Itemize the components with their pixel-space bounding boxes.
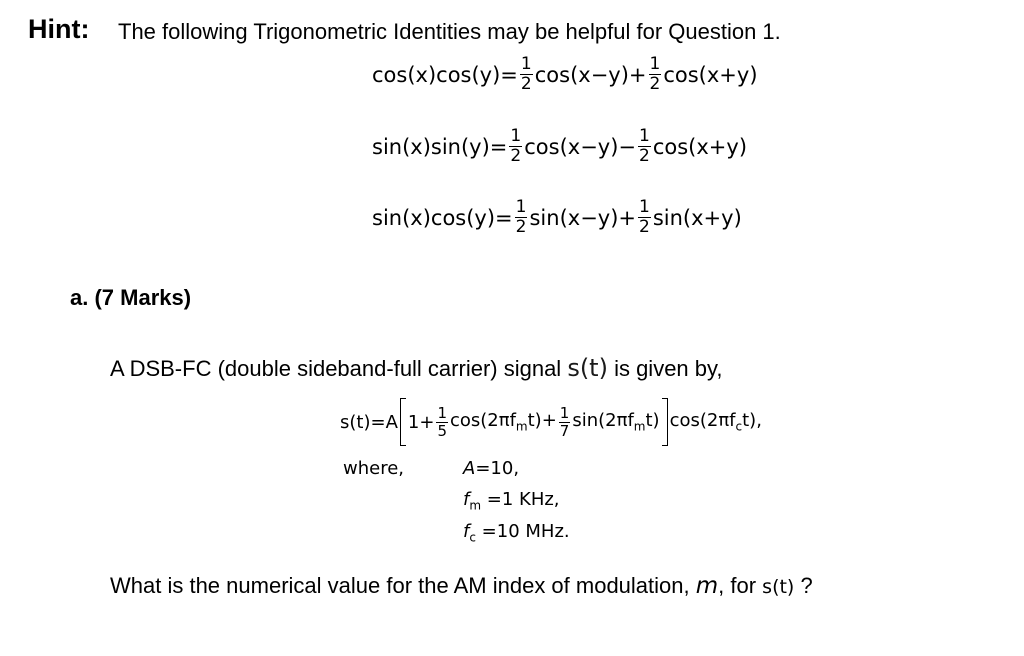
question-body: What is the numerical value for the AM index of modulation, <box>110 573 696 598</box>
term2-end: t) <box>645 410 660 432</box>
identity-lhs: cos(x)cos(y)= <box>372 62 518 87</box>
fraction <box>638 199 651 236</box>
denominator: 2 <box>649 74 661 94</box>
param-value: =10, <box>475 458 520 479</box>
question-m: m <box>695 573 719 599</box>
signal-lhs: s(t)=A <box>340 411 398 433</box>
left-bracket <box>400 398 406 446</box>
denominator: 2 <box>639 217 650 237</box>
identity-3 <box>372 199 742 236</box>
denominator: 5 <box>437 421 447 440</box>
param-amplitude <box>463 458 519 482</box>
numerator: 1 <box>559 403 570 422</box>
carrier-text: cos(2πf <box>669 410 736 432</box>
denominator: 2 <box>520 74 532 94</box>
question-end: ? <box>794 573 813 598</box>
identity-2 <box>372 128 747 165</box>
param-value: =10 MHz. <box>475 521 570 542</box>
param-sub: m <box>469 498 482 513</box>
identity-term: cos(x+y) <box>652 134 748 159</box>
param-fm <box>463 489 560 513</box>
signal-equation <box>340 398 762 446</box>
identity-term: sin(x+y) <box>652 205 742 230</box>
identity-1 <box>372 56 758 93</box>
denominator: 7 <box>559 421 570 440</box>
signal-carrier <box>670 410 762 434</box>
question-mid: , for <box>718 573 763 598</box>
fraction <box>436 403 448 440</box>
fraction <box>559 403 571 440</box>
carrier-end: t), <box>742 410 762 432</box>
param-value: =1 KHz, <box>481 489 560 510</box>
numerator: 1 <box>510 126 522 146</box>
identity-term: cos(x−y)+ <box>534 62 647 87</box>
signal-symbol: s(t) <box>567 354 608 382</box>
where-label: where, <box>343 458 405 479</box>
question-signal: s(t) <box>762 576 795 598</box>
intro-text <box>110 354 723 382</box>
param-symbol: f <box>463 521 470 542</box>
numerator: 1 <box>639 126 650 146</box>
signal-one: 1+ <box>407 411 435 433</box>
numerator: 1 <box>649 54 661 74</box>
hint-label: Hint: <box>28 14 90 44</box>
fraction <box>520 56 533 93</box>
fraction <box>649 56 662 93</box>
denominator: 2 <box>515 217 527 237</box>
fraction <box>509 128 522 165</box>
identity-term: cos(x+y) <box>663 62 758 87</box>
denominator: 2 <box>639 146 650 166</box>
signal-term1 <box>450 410 557 434</box>
term1-end: t)+ <box>527 410 557 432</box>
param-fc <box>463 521 570 545</box>
identity-lhs: sin(x)cos(y)= <box>372 205 513 230</box>
part-a-heading: a. (7 Marks) <box>70 285 192 310</box>
identity-lhs: sin(x)sin(y)= <box>372 134 508 159</box>
fraction <box>638 128 651 165</box>
term1-sub: m <box>515 419 528 434</box>
right-bracket <box>662 398 668 446</box>
intro-after: is given by, <box>607 356 723 381</box>
numerator: 1 <box>437 403 447 422</box>
numerator: 1 <box>520 54 532 74</box>
intro-before: A DSB-FC (double sideband-full carrier) signal <box>110 356 568 381</box>
identity-term: sin(x−y)+ <box>529 205 637 230</box>
param-sub: c <box>469 530 476 545</box>
identity-term: cos(x−y)− <box>524 134 637 159</box>
param-symbol: A <box>463 458 476 479</box>
carrier-sub: c <box>735 419 743 434</box>
param-symbol: f <box>463 489 470 510</box>
term1-text: cos(2πf <box>449 410 516 432</box>
hint-text: The following Trigonometric Identities may be helpful for Question 1. <box>118 19 781 44</box>
term2-sub: m <box>633 419 646 434</box>
numerator: 1 <box>639 197 650 217</box>
fraction <box>515 199 528 236</box>
denominator: 2 <box>510 146 522 166</box>
question-text <box>110 573 813 599</box>
signal-term2 <box>572 410 659 434</box>
term2-text: sin(2πf <box>572 410 634 432</box>
numerator: 1 <box>515 197 527 217</box>
